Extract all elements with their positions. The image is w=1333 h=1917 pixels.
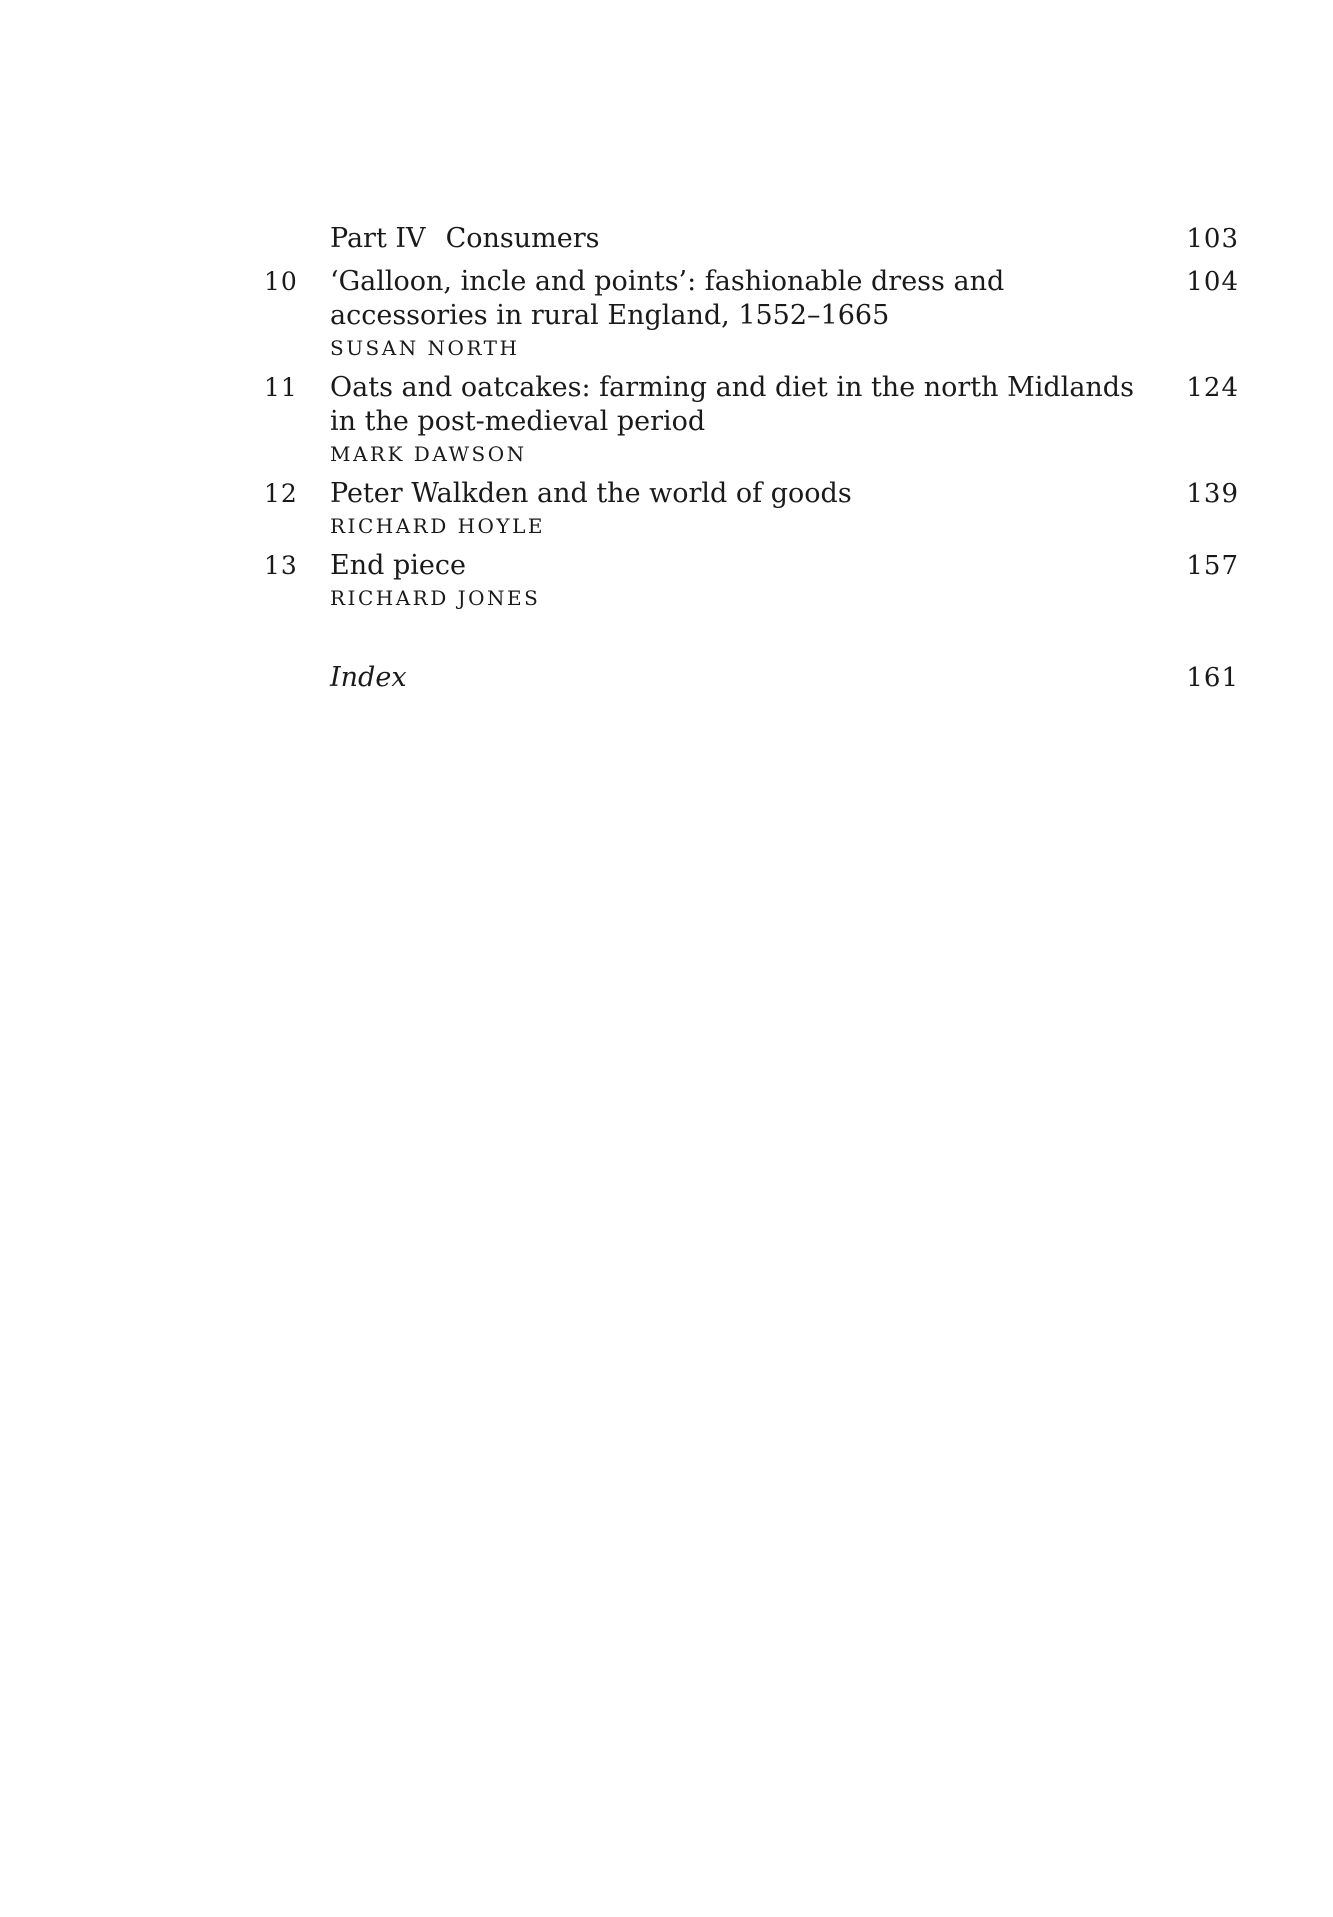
page-number: 161: [1186, 663, 1239, 693]
chapter-number: 13: [264, 551, 298, 580]
toc-entry: [264, 371, 1239, 468]
index-entry: [264, 661, 1239, 695]
chapter-author: RICHARD HOYLE: [330, 514, 546, 538]
chapter-title: Oats and oatcakes: farming and diet in the north Midlands in the post-medieval period: [330, 372, 1134, 437]
chapter-number: 10: [264, 267, 298, 296]
page-number: 139: [1186, 479, 1239, 509]
page-number: 103: [1186, 224, 1239, 254]
index-title: Index: [330, 662, 407, 693]
page-number: 104: [1186, 267, 1239, 297]
page-number: 157: [1186, 551, 1239, 581]
table-of-contents: [264, 222, 1239, 695]
chapter-title: End piece: [330, 550, 466, 581]
toc-entry: [264, 477, 1239, 540]
chapter-number: 11: [264, 373, 298, 402]
chapter-author: SUSAN NORTH: [330, 336, 520, 360]
chapter-number: 12: [264, 479, 298, 508]
chapter-author: MARK DAWSON: [330, 442, 527, 466]
chapter-title: ‘Galloon, incle and points’: fashionable dress and accessories in rural England, 1552–1665: [330, 266, 1005, 331]
chapter-title: Peter Walkden and the world of goods: [330, 478, 852, 509]
part-label: Part IV: [330, 223, 426, 254]
toc-entry: [264, 549, 1239, 612]
toc-entry: [264, 265, 1239, 362]
part-title: Consumers: [445, 223, 600, 254]
part-heading-row: [264, 222, 1239, 256]
page-number: 124: [1186, 373, 1239, 403]
chapter-author: RICHARD JONES: [330, 586, 541, 610]
part-heading: [330, 222, 1149, 256]
